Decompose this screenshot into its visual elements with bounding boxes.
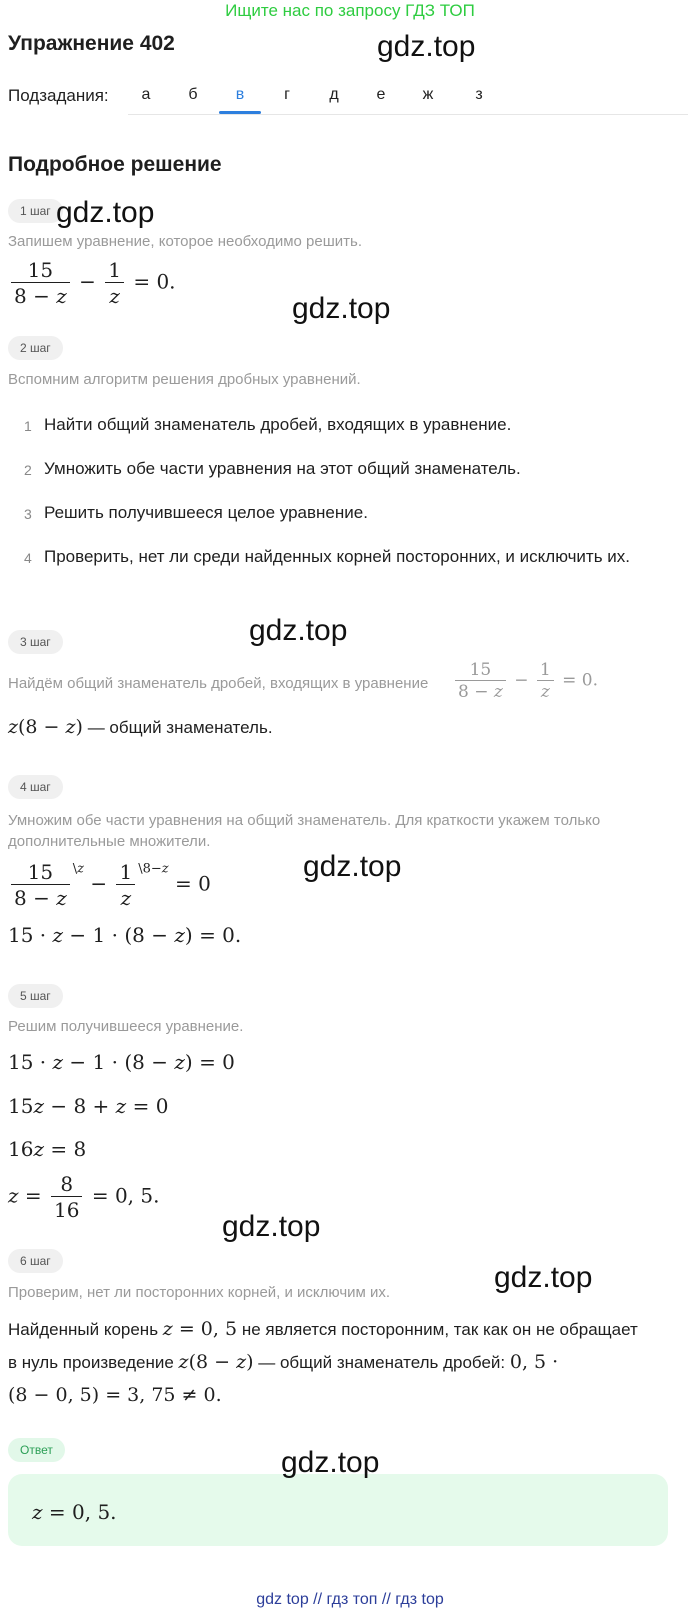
tab-b[interactable]: б <box>188 86 198 103</box>
list-item: Умножить обе части уравнения на этот общий знаменатель. <box>44 459 521 478</box>
promo-banner[interactable]: Ищите нас по запросу ГДЗ ТОП <box>225 1 475 20</box>
tab-a[interactable]: а <box>141 86 151 103</box>
tab-d[interactable]: д <box>329 86 339 103</box>
footer-separator: // <box>381 1591 391 1608</box>
common-denominator: z(8 − z) — общий знаменатель. <box>8 716 273 738</box>
equation: 15z − 8 + z = 0 <box>8 1094 169 1118</box>
step-badge: 3 шаг <box>8 630 63 654</box>
equation: 16z = 8 <box>8 1137 87 1161</box>
watermark: gdz.top <box>303 850 402 883</box>
list-number: 1 <box>24 418 32 434</box>
step-description: Умножим обе части уравнения на общий знаменатель. Для краткости укажем только дополнительные множители. <box>8 812 601 850</box>
answer-badge: Ответ <box>8 1438 65 1462</box>
step-badge: 5 шаг <box>8 984 63 1008</box>
list-number: 3 <box>24 506 32 522</box>
page-title: Упражнение 402 <box>8 32 175 55</box>
subtask-tabs <box>128 78 688 115</box>
equation: $\frac{15}{8 - z}$ − $\frac{1}{z}$ = 0. <box>8 258 176 308</box>
watermark: gdz.top <box>494 1261 593 1294</box>
list-item: Проверить, нет ли среди найденных корней посторонних, и исключить их. <box>44 547 631 566</box>
check-line-2: в нуль произведение z(8 − z) — общий знаменатель дробей: 0, 5 · <box>8 1351 559 1373</box>
equation: $\frac{15}{8 - z}$ − $\frac{1}{z}$ = 0. <box>452 660 598 702</box>
step-description: Найдём общий знаменатель дробей, входящих в уравнение <box>8 675 429 692</box>
footer-separator: // <box>313 1591 323 1608</box>
list-item: Найти общий знаменатель дробей, входящих в уравнение. <box>44 415 512 434</box>
step-description: Решим получившееся уравнение. <box>8 1018 244 1035</box>
tab-g[interactable]: г <box>284 86 290 103</box>
list-number: 4 <box>24 550 32 566</box>
equation: 15 · z − 1 · (8 − z) = 0 <box>8 1050 235 1074</box>
watermark: gdz.top <box>281 1446 380 1479</box>
solution-heading: Подробное решение <box>8 153 222 176</box>
watermark: gdz.top <box>377 30 476 63</box>
tab-zh[interactable]: ж <box>422 86 434 103</box>
check-line-3: (8 − 0, 5) = 3, 75 ≠ 0. <box>8 1384 222 1406</box>
answer-value: z = 0, 5. <box>32 1500 117 1524</box>
step-badge: 4 шаг <box>8 775 63 799</box>
step-badge: 1 шаг <box>8 199 63 223</box>
footer-link[interactable]: gdz top <box>256 1591 309 1608</box>
check-line-1: Найденный корень z = 0, 5 не является посторонним, так как он не обращает <box>8 1318 638 1340</box>
step-badge: 6 шаг <box>8 1249 63 1273</box>
list-item: Решить получившееся целое уравнение. <box>44 503 368 522</box>
subtasks-label: Подзадания: <box>8 86 109 105</box>
watermark: gdz.top <box>249 614 348 647</box>
step-badge: 2 шаг <box>8 336 63 360</box>
watermark: gdz.top <box>292 292 391 325</box>
tab-z[interactable]: з <box>475 86 483 103</box>
active-tab-indicator <box>219 111 261 114</box>
watermark: gdz.top <box>222 1210 321 1243</box>
footer-link[interactable]: гдз топ <box>326 1591 378 1608</box>
step-description: Вспомним алгоритм решения дробных уравнений. <box>8 371 361 388</box>
equation: z = $\frac{8}{16}$ = 0, 5. <box>8 1172 160 1222</box>
equation: $\frac{15}{8 - z}$ $^{\backslash z}$ − $\frac{1}{z}$ $^{\backslash 8-z}$ = 0 <box>8 860 211 910</box>
list-number: 2 <box>24 462 32 478</box>
tab-e[interactable]: е <box>376 86 386 103</box>
step-description: Запишем уравнение, которое необходимо решить. <box>8 233 363 250</box>
watermark: gdz.top <box>56 196 155 229</box>
footer-links <box>0 1591 700 1609</box>
step-description: Проверим, нет ли посторонних корней, и исключим их. <box>8 1284 391 1301</box>
equation: 15 · z − 1 · (8 − z) = 0. <box>8 923 242 947</box>
tab-v[interactable]: в <box>235 86 245 103</box>
footer-link[interactable]: гдз top <box>395 1591 444 1608</box>
